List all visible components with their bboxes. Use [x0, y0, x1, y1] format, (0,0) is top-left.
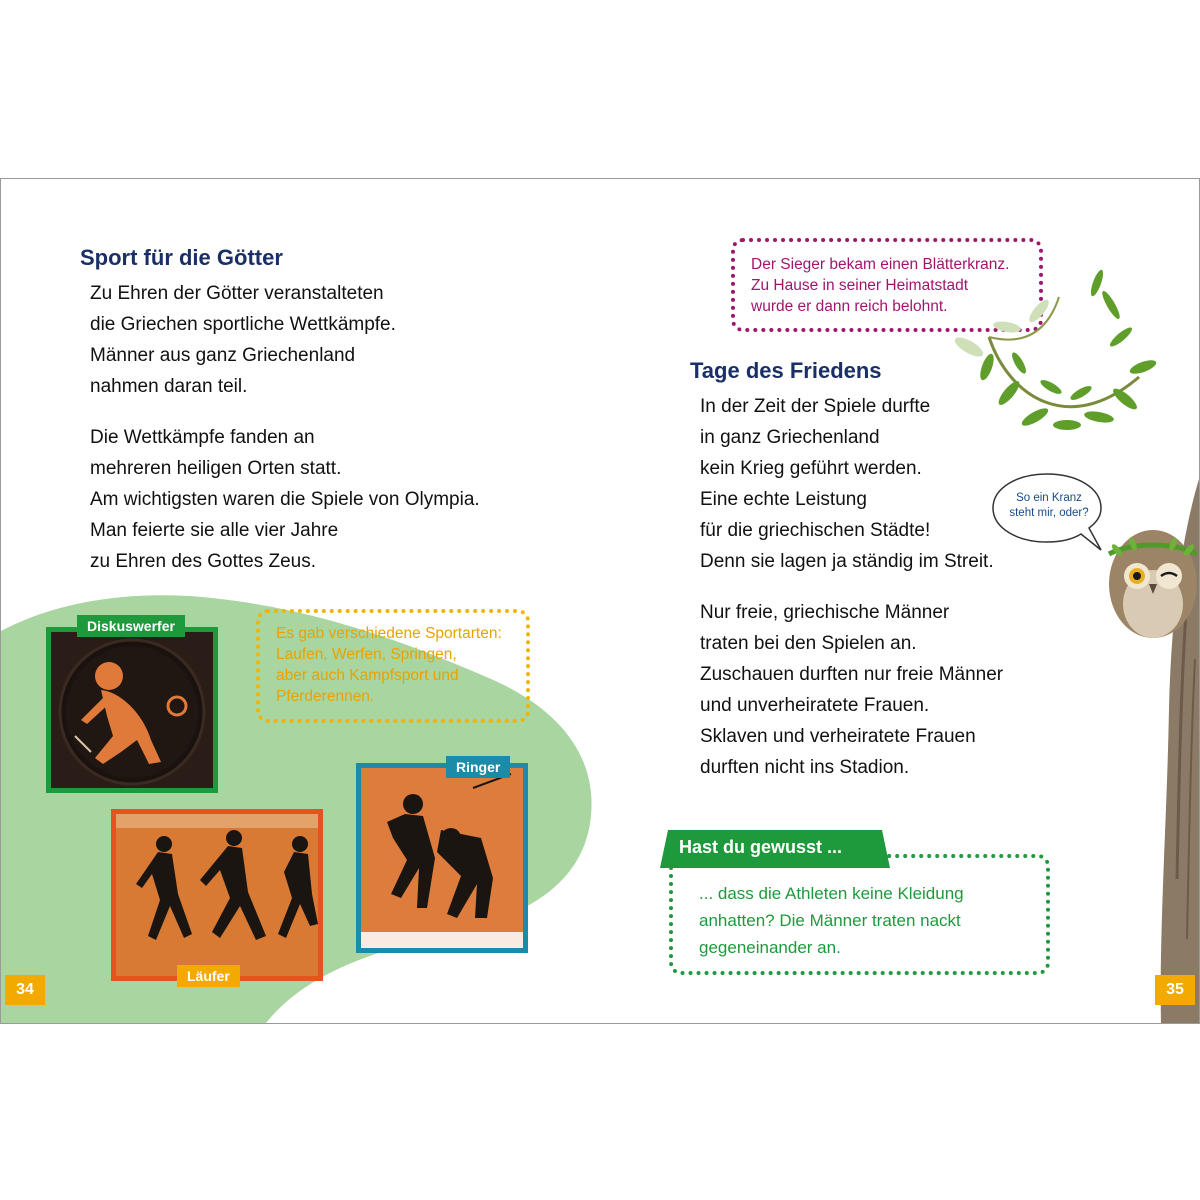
- text-line: gegeneinander an.: [699, 938, 841, 957]
- text-line: Zu Ehren der Götter veranstalteten: [90, 283, 384, 304]
- text-line: So ein Kranz: [1016, 492, 1082, 504]
- text-line: Männer aus ganz Griechenland: [90, 345, 356, 366]
- text-line: steht mir, oder?: [1009, 507, 1089, 519]
- text-line: Eine echte Leistung: [700, 489, 867, 510]
- text-line: Zu Hause in seiner Heimatstadt: [751, 277, 969, 294]
- text-line: Laufen, Werfen, Springen,: [276, 646, 457, 663]
- discus-thrower-plate-image: [51, 632, 213, 788]
- ringer-photo: [356, 763, 528, 953]
- text-line: Denn sie lagen ja ständig im Streit.: [700, 551, 994, 572]
- text-line: in ganz Griechenland: [700, 427, 880, 448]
- runners-vase-image: [116, 814, 318, 976]
- text-line: Zuschauen durften nur freie Männer: [700, 664, 1004, 685]
- page-number-left: 34: [5, 975, 45, 1005]
- text-line: Pferderennen.: [276, 688, 375, 705]
- right-paragraph-1: [700, 391, 1003, 783]
- label-laeufer: Läufer: [177, 965, 240, 987]
- page-number-right: 35: [1155, 975, 1195, 1005]
- left-paragraph-1: [90, 278, 480, 577]
- text-line: durften nicht ins Stadion.: [700, 757, 910, 778]
- sports-info-box: [256, 609, 530, 723]
- text-line: traten bei den Spielen an.: [700, 633, 917, 654]
- label-diskuswerfer: Diskuswerfer: [77, 615, 185, 637]
- text-line: zu Ehren des Gottes Zeus.: [90, 551, 317, 572]
- text-line: Am wichtigsten waren die Spiele von Olympia.: [90, 489, 480, 510]
- did-you-know-box: [669, 854, 1050, 975]
- text-line: nahmen daran teil.: [90, 376, 248, 397]
- text-line: die Griechen sportliche Wettkämpfe.: [90, 314, 396, 335]
- wrestlers-vase-image: [361, 768, 523, 948]
- laeufer-photo: [111, 809, 323, 981]
- owl-image: [1101, 524, 1199, 654]
- text-line: Nur freie, griechische Männer: [700, 602, 950, 623]
- text-line: wurde er dann reich belohnt.: [751, 298, 948, 315]
- text-line: mehreren heiligen Orten statt.: [90, 458, 342, 479]
- text-line: für die griechischen Städte!: [700, 520, 931, 541]
- text-line: und unverheiratete Frauen.: [700, 695, 930, 716]
- diskuswerfer-photo: [46, 627, 218, 793]
- text-line: kein Krieg geführt werden.: [700, 458, 922, 479]
- text-line: anhatten? Die Männer traten nackt: [699, 911, 961, 930]
- text-line: Der Sieger bekam einen Blätterkranz.: [751, 256, 1010, 273]
- text-line: Es gab verschiedene Sportarten:: [276, 625, 502, 642]
- text-line: Sklaven und verheiratete Frauen: [700, 726, 976, 747]
- did-you-know-title: Hast du gewusst ...: [679, 837, 843, 857]
- book-spread: [0, 178, 1200, 1024]
- page-title-left: Sport für die Götter: [80, 245, 283, 270]
- label-ringer: Ringer: [446, 756, 510, 778]
- text-line: Man feierte sie alle vier Jahre: [90, 520, 339, 541]
- page-title-right: Tage des Friedens: [690, 358, 882, 383]
- speech-bubble-text: [999, 491, 1099, 521]
- text-line: ... dass die Athleten keine Kleidung: [699, 884, 964, 903]
- text-line: Die Wettkämpfe fanden an: [90, 427, 315, 448]
- text-line: aber auch Kampfsport und: [276, 667, 459, 684]
- text-line: In der Zeit der Spiele durfte: [700, 396, 931, 417]
